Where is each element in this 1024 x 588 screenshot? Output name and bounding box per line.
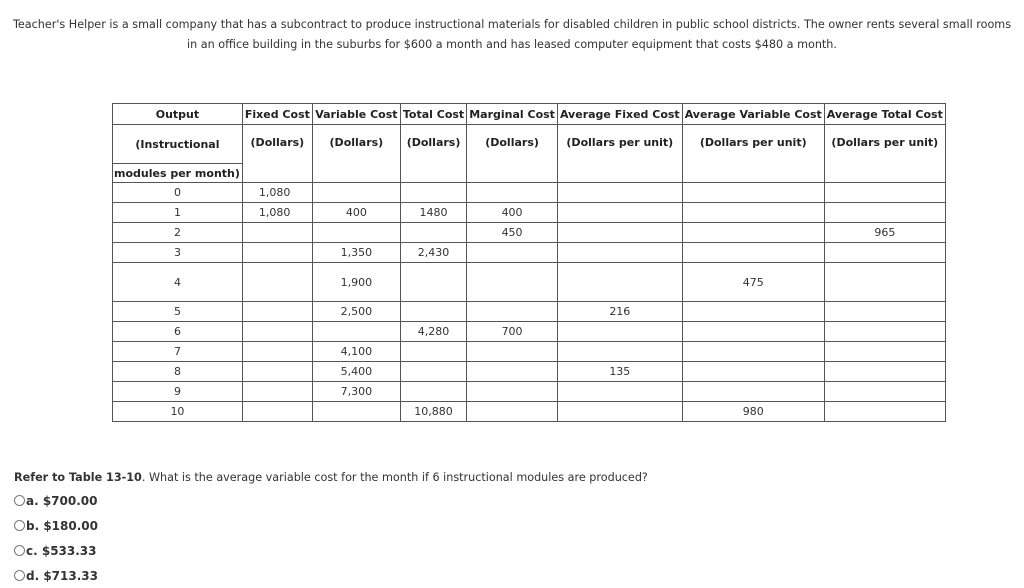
cell-total-cost: 2,430 xyxy=(400,243,466,263)
cell-average-total-cost: 965 xyxy=(824,223,945,243)
cell-fixed-cost: 1,080 xyxy=(242,183,312,203)
question-text xyxy=(14,471,648,484)
cell-variable-cost: 2,500 xyxy=(312,302,400,322)
cell-variable-cost: 1,900 xyxy=(312,263,400,302)
cell-marginal-cost xyxy=(467,382,558,402)
header-average-fixed-cost: Average Fixed Cost xyxy=(557,104,682,125)
cell-total-cost xyxy=(400,382,466,402)
cell-average-variable-cost xyxy=(682,342,824,362)
cell-variable-cost: 400 xyxy=(312,203,400,223)
cell-average-fixed-cost xyxy=(557,382,682,402)
question-body: . What is the average variable cost for the month if 6 instructional modules are produced? xyxy=(141,471,648,484)
cell-marginal-cost: 400 xyxy=(467,203,558,223)
cell-average-total-cost xyxy=(824,362,945,382)
cell-fixed-cost xyxy=(242,402,312,422)
header-marginal-cost: Marginal Cost xyxy=(467,104,558,125)
radio-icon[interactable] xyxy=(14,495,25,506)
cell-average-variable-cost xyxy=(682,382,824,402)
question-reference: Refer to Table 13-10 xyxy=(14,471,142,484)
table-row xyxy=(113,183,946,203)
header-total-cost: Total Cost xyxy=(400,104,466,125)
option-d[interactable] xyxy=(14,563,98,588)
cell-average-fixed-cost: 135 xyxy=(557,362,682,382)
table-row xyxy=(113,342,946,362)
table-row xyxy=(113,362,946,382)
table-row xyxy=(113,263,946,302)
cell-fixed-cost xyxy=(242,223,312,243)
cell-output: 7 xyxy=(113,342,243,362)
table-row xyxy=(113,322,946,342)
cell-output: 6 xyxy=(113,322,243,342)
cell-average-total-cost xyxy=(824,263,945,302)
cell-output: 3 xyxy=(113,243,243,263)
header-output-sub2: modules per month) xyxy=(113,164,243,183)
cell-total-cost: 10,880 xyxy=(400,402,466,422)
header-fixed-cost: Fixed Cost xyxy=(242,104,312,125)
cell-total-cost xyxy=(400,342,466,362)
option-c[interactable] xyxy=(14,538,98,563)
cell-variable-cost: 7,300 xyxy=(312,382,400,402)
cell-average-variable-cost xyxy=(682,322,824,342)
option-label[interactable]: a. $700.00 xyxy=(26,493,98,508)
cell-variable-cost: 4,100 xyxy=(312,342,400,362)
table-row xyxy=(113,223,946,243)
cell-total-cost: 4,280 xyxy=(400,322,466,342)
cell-average-total-cost xyxy=(824,302,945,322)
header-variable-cost-unit: (Dollars) xyxy=(312,125,400,183)
cell-average-fixed-cost xyxy=(557,322,682,342)
cell-output: 0 xyxy=(113,183,243,203)
option-label[interactable]: c. $533.33 xyxy=(26,543,97,558)
cell-marginal-cost xyxy=(467,362,558,382)
cell-marginal-cost: 450 xyxy=(467,223,558,243)
header-output: Output xyxy=(113,104,243,125)
cell-fixed-cost xyxy=(242,362,312,382)
cell-variable-cost: 5,400 xyxy=(312,362,400,382)
table-row xyxy=(113,382,946,402)
cell-average-fixed-cost xyxy=(557,342,682,362)
header-fixed-cost-unit: (Dollars) xyxy=(242,125,312,183)
cell-average-total-cost xyxy=(824,382,945,402)
cost-table xyxy=(112,103,946,422)
header-average-total-cost-unit: (Dollars per unit) xyxy=(824,125,945,183)
table-row xyxy=(113,243,946,263)
cell-marginal-cost xyxy=(467,243,558,263)
cell-average-fixed-cost xyxy=(557,183,682,203)
cell-average-variable-cost xyxy=(682,183,824,203)
header-output-sub: (Instructional xyxy=(113,125,243,164)
cell-fixed-cost xyxy=(242,322,312,342)
radio-icon[interactable] xyxy=(14,545,25,556)
header-average-total-cost: Average Total Cost xyxy=(824,104,945,125)
cell-average-fixed-cost: 216 xyxy=(557,302,682,322)
intro-line-2: in an office building in the suburbs for $600 a month and has leased computer equipment that costs $480 a month. xyxy=(187,38,837,51)
cell-marginal-cost xyxy=(467,263,558,302)
cell-fixed-cost: 1,080 xyxy=(242,203,312,223)
cell-average-total-cost xyxy=(824,322,945,342)
option-label[interactable]: b. $180.00 xyxy=(26,518,98,533)
radio-icon[interactable] xyxy=(14,570,25,581)
cell-average-variable-cost xyxy=(682,223,824,243)
cell-output: 8 xyxy=(113,362,243,382)
cell-marginal-cost: 700 xyxy=(467,322,558,342)
cell-output: 10 xyxy=(113,402,243,422)
answer-options xyxy=(14,488,98,588)
cell-average-variable-cost: 980 xyxy=(682,402,824,422)
cell-marginal-cost xyxy=(467,342,558,362)
header-marginal-cost-unit: (Dollars) xyxy=(467,125,558,183)
cell-output: 5 xyxy=(113,302,243,322)
cell-average-total-cost xyxy=(824,243,945,263)
header-total-cost-unit: (Dollars) xyxy=(400,125,466,183)
cell-total-cost xyxy=(400,223,466,243)
cell-variable-cost xyxy=(312,322,400,342)
cell-fixed-cost xyxy=(242,302,312,322)
option-b[interactable] xyxy=(14,513,98,538)
cell-total-cost: 1480 xyxy=(400,203,466,223)
table-row xyxy=(113,402,946,422)
cell-variable-cost: 1,350 xyxy=(312,243,400,263)
cell-average-variable-cost xyxy=(682,302,824,322)
cell-total-cost xyxy=(400,362,466,382)
cell-variable-cost xyxy=(312,223,400,243)
header-average-variable-cost: Average Variable Cost xyxy=(682,104,824,125)
cell-total-cost xyxy=(400,183,466,203)
cell-marginal-cost xyxy=(467,402,558,422)
cell-average-total-cost xyxy=(824,183,945,203)
table-row xyxy=(113,203,946,223)
problem-intro xyxy=(10,15,1014,55)
cell-output: 2 xyxy=(113,223,243,243)
cell-fixed-cost xyxy=(242,342,312,362)
cell-average-fixed-cost xyxy=(557,243,682,263)
cell-variable-cost xyxy=(312,402,400,422)
cell-average-variable-cost xyxy=(682,243,824,263)
cell-average-total-cost xyxy=(824,203,945,223)
cell-marginal-cost xyxy=(467,302,558,322)
table-row xyxy=(113,302,946,322)
cell-average-variable-cost xyxy=(682,203,824,223)
option-label[interactable]: d. $713.33 xyxy=(26,568,98,583)
cell-average-fixed-cost xyxy=(557,402,682,422)
cell-total-cost xyxy=(400,302,466,322)
cell-average-fixed-cost xyxy=(557,223,682,243)
intro-line-1: Teacher's Helper is a small company that has a subcontract to produce instructional materials for disabled children in public school districts. The owner rents several small rooms xyxy=(12,18,1012,31)
cell-average-variable-cost: 475 xyxy=(682,263,824,302)
cell-total-cost xyxy=(400,263,466,302)
cell-output: 1 xyxy=(113,203,243,223)
cell-average-fixed-cost xyxy=(557,263,682,302)
cell-output: 4 xyxy=(113,263,243,302)
cell-output: 9 xyxy=(113,382,243,402)
cell-marginal-cost xyxy=(467,183,558,203)
cell-variable-cost xyxy=(312,183,400,203)
cell-average-total-cost xyxy=(824,342,945,362)
header-variable-cost: Variable Cost xyxy=(312,104,400,125)
cell-average-variable-cost xyxy=(682,362,824,382)
cell-fixed-cost xyxy=(242,243,312,263)
cell-average-fixed-cost xyxy=(557,203,682,223)
cell-fixed-cost xyxy=(242,263,312,302)
header-average-variable-cost-unit: (Dollars per unit) xyxy=(682,125,824,183)
cell-fixed-cost xyxy=(242,382,312,402)
radio-icon[interactable] xyxy=(14,520,25,531)
cell-average-total-cost xyxy=(824,402,945,422)
option-a[interactable] xyxy=(14,488,98,513)
header-average-fixed-cost-unit: (Dollars per unit) xyxy=(557,125,682,183)
